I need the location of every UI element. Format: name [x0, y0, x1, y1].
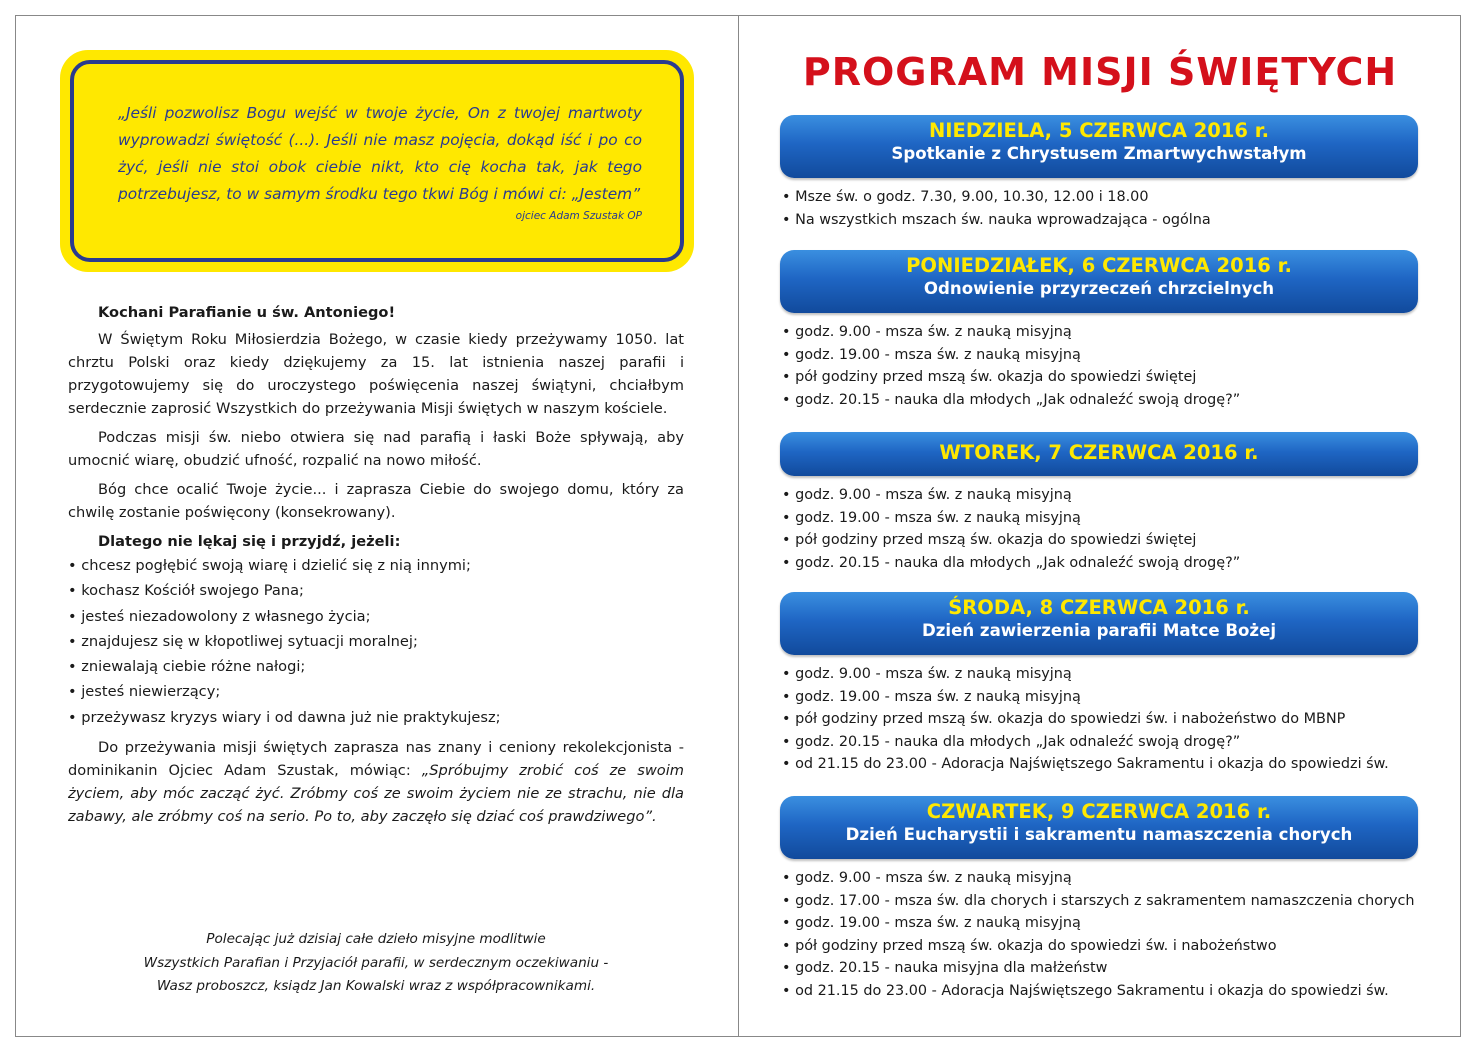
- list-item: • pół godziny przed mszą św. okazja do spowiedzi św. i nabożeństwo: [782, 935, 1420, 958]
- list-item: • kochasz Kościół swojego Pana;: [68, 578, 684, 603]
- day-tuesday: [780, 432, 1420, 574]
- list-item: • godz. 9.00 - msza św. z nauką misyjną: [782, 663, 1420, 686]
- closing-line: Wasz proboszcz, ksiądz Jan Kowalski wraz z współpracownikami.: [156, 978, 596, 994]
- letter-paragraph-1: W Świętym Roku Miłosierdzia Bożego, w czasie kiedy przeżywamy 1050. lat chrztu Polski oraz kiedy dziękujemy za 15. lat istnienia naszej parafii i przygotowujemy się do uroczystego poświęcenia naszej świątyni, chciałbym serdecznie zaprosić Wszystkich do przeżywania Misji świętych w naszym kościele.: [68, 331, 684, 417]
- day-items: [782, 321, 1420, 411]
- list-item: • pół godziny przed mszą św. okazja do spowiedzi św. i nabożeństwo do MBNP: [782, 708, 1420, 731]
- day-date: PONIEDZIAŁEK, 6 CZERWCA 2016 r.: [906, 254, 1292, 277]
- list-item: • od 21.15 do 23.00 - Adoracja Najświętszego Sakramentu i okazja do spowiedzi św.: [782, 980, 1420, 1003]
- day-items: [782, 186, 1420, 231]
- day-header: [780, 432, 1418, 476]
- day-date: NIEDZIELA, 5 CZERWCA 2016 r.: [928, 119, 1270, 142]
- list-item: • od 21.15 do 23.00 - Adoracja Najświętszego Sakramentu i okazja do spowiedzi św.: [782, 753, 1420, 776]
- page-divider: [738, 15, 739, 1037]
- quote-inner-border: [70, 60, 684, 262]
- list-item: • przeżywasz kryzys wiary i od dawna już nie praktykujesz;: [68, 705, 684, 730]
- quote-author: ojciec Adam Szustak OP: [515, 210, 642, 222]
- list-item: • godz. 9.00 - msza św. z nauką misyjną: [782, 484, 1420, 507]
- list-item: • godz. 19.00 - msza św. z nauką misyjną: [782, 686, 1420, 709]
- list-item: • zniewalają ciebie różne nałogi;: [68, 654, 684, 679]
- day-subtitle: Dzień Eucharystii i sakramentu namaszczenia chorych: [845, 825, 1353, 844]
- reasons-list: [68, 553, 684, 730]
- day-items: [782, 484, 1420, 574]
- day-thursday: [780, 796, 1420, 1003]
- day-subtitle: Dzień zawierzenia parafii Matce Bożej: [921, 621, 1277, 640]
- list-item: • pół godziny przed mszą św. okazja do spowiedzi świętej: [782, 529, 1420, 552]
- day-header: [780, 250, 1418, 313]
- day-subtitle: Odnowienie przyrzeczeń chrzcielnych: [923, 279, 1275, 298]
- list-item: • Na wszystkich mszach św. nauka wprowadzająca - ogólna: [782, 209, 1420, 232]
- letter-paragraph-2: Podczas misji św. niebo otwiera się nad parafią i łaski Boże spływają, aby umocnić wiarę, obudzić ufność, rozpalić na nowo miłość.: [68, 429, 684, 469]
- day-header: [780, 796, 1418, 859]
- letter-lead: Dlatego nie lękaj się i przyjdź, jeżeli:: [98, 533, 401, 550]
- list-item: • pół godziny przed mszą św. okazja do spowiedzi świętej: [782, 366, 1420, 389]
- day-header: [780, 115, 1418, 178]
- list-item: • godz. 20.15 - nauka dla młodych „Jak odnaleźć swoją drogę?”: [782, 731, 1420, 754]
- letter-paragraph-4: [68, 736, 684, 828]
- paragraph-4-quote: „Spróbujmy zrobić coś ze swoim życiem, aby móc zacząć żyć. Zróbmy coś ze swoim życiem nie ze strachu, nie dla zabawy, ale zróbmy coś na serio. Po to, aby zaczęło się dziać coś prawdziwego”.: [68, 762, 684, 826]
- program-title: PROGRAM MISJI ŚWIĘTYCH: [802, 50, 1398, 94]
- day-date: WTOREK, 7 CZERWCA 2016 r.: [939, 441, 1259, 464]
- list-item: • godz. 17.00 - msza św. dla chorych i starszych z sakramentem namaszczenia chorych: [782, 890, 1420, 913]
- list-item: • godz. 9.00 - msza św. z nauką misyjną: [782, 321, 1420, 344]
- letter-greeting: Kochani Parafianie u św. Antoniego!: [98, 304, 396, 321]
- list-item: • godz. 19.00 - msza św. z nauką misyjną: [782, 507, 1420, 530]
- day-items: [782, 867, 1420, 1003]
- day-wednesday: [780, 592, 1420, 776]
- day-date: ŚRODA, 8 CZERWCA 2016 r.: [948, 596, 1250, 619]
- list-item: • godz. 20.15 - nauka dla młodych „Jak odnaleźć swoją drogę?”: [782, 389, 1420, 412]
- list-item: • znajdujesz się w kłopotliwej sytuacji moralnej;: [68, 629, 684, 654]
- day-header: [780, 592, 1418, 655]
- list-item: • godz. 20.15 - nauka dla młodych „Jak odnaleźć swoją drogę?”: [782, 552, 1420, 575]
- closing-line: Wszystkich Parafian i Przyjaciół parafii, w serdecznym oczekiwaniu -: [143, 954, 609, 971]
- list-item: • Msze św. o godz. 7.30, 9.00, 10.30, 12.00 i 18.00: [782, 186, 1420, 209]
- letter-paragraph-3: Bóg chce ocalić Twoje życie... i zaprasza Ciebie do swojego domu, który za chwilę zostanie poświęcony (konsekrowany).: [68, 481, 684, 521]
- paragraph-4-plain: Do przeżywania misji świętych zaprasza nas znany i ceniony rekolekcjonista - dominikanin Ojciec Adam Szustak, mówiąc:: [68, 739, 684, 780]
- list-item: • godz. 19.00 - msza św. z nauką misyjną: [782, 344, 1420, 367]
- list-item: • chcesz pogłębić swoją wiarę i dzielić się z nią innymi;: [68, 553, 684, 578]
- day-subtitle: Spotkanie z Chrystusem Zmartwychwstałym: [891, 144, 1307, 163]
- list-item: • jesteś niezadowolony z własnego życia;: [68, 604, 684, 629]
- quote-box: [60, 50, 694, 272]
- list-item: • godz. 19.00 - msza św. z nauką misyjną: [782, 912, 1420, 935]
- letter: [68, 301, 684, 834]
- day-date: CZWARTEK, 9 CZERWCA 2016 r.: [926, 800, 1272, 823]
- day-items: [782, 663, 1420, 776]
- quote-text: „Jeśli pozwolisz Bogu wejść w twoje życie, On z twojej martwoty wyprowadzi świętość (...). Jeśli nie masz pojęcia, dokąd iść i po co żyć, jeśli nie stoi obok ciebie nikt, kto cię kocha tak, jak tego potrzebujesz, to w samym środku tego tkwi Bóg i mówi ci: „Jestem”: [118, 104, 642, 203]
- closing-signature: [68, 928, 684, 999]
- list-item: • godz. 9.00 - msza św. z nauką misyjną: [782, 867, 1420, 890]
- day-sunday: [780, 115, 1420, 231]
- list-item: • godz. 20.15 - nauka misyjna dla małżeństw: [782, 957, 1420, 980]
- closing-line: Polecając już dzisiaj całe dzieło misyjne modlitwie: [206, 931, 546, 947]
- day-monday: [780, 250, 1420, 411]
- list-item: • jesteś niewierzący;: [68, 679, 684, 704]
